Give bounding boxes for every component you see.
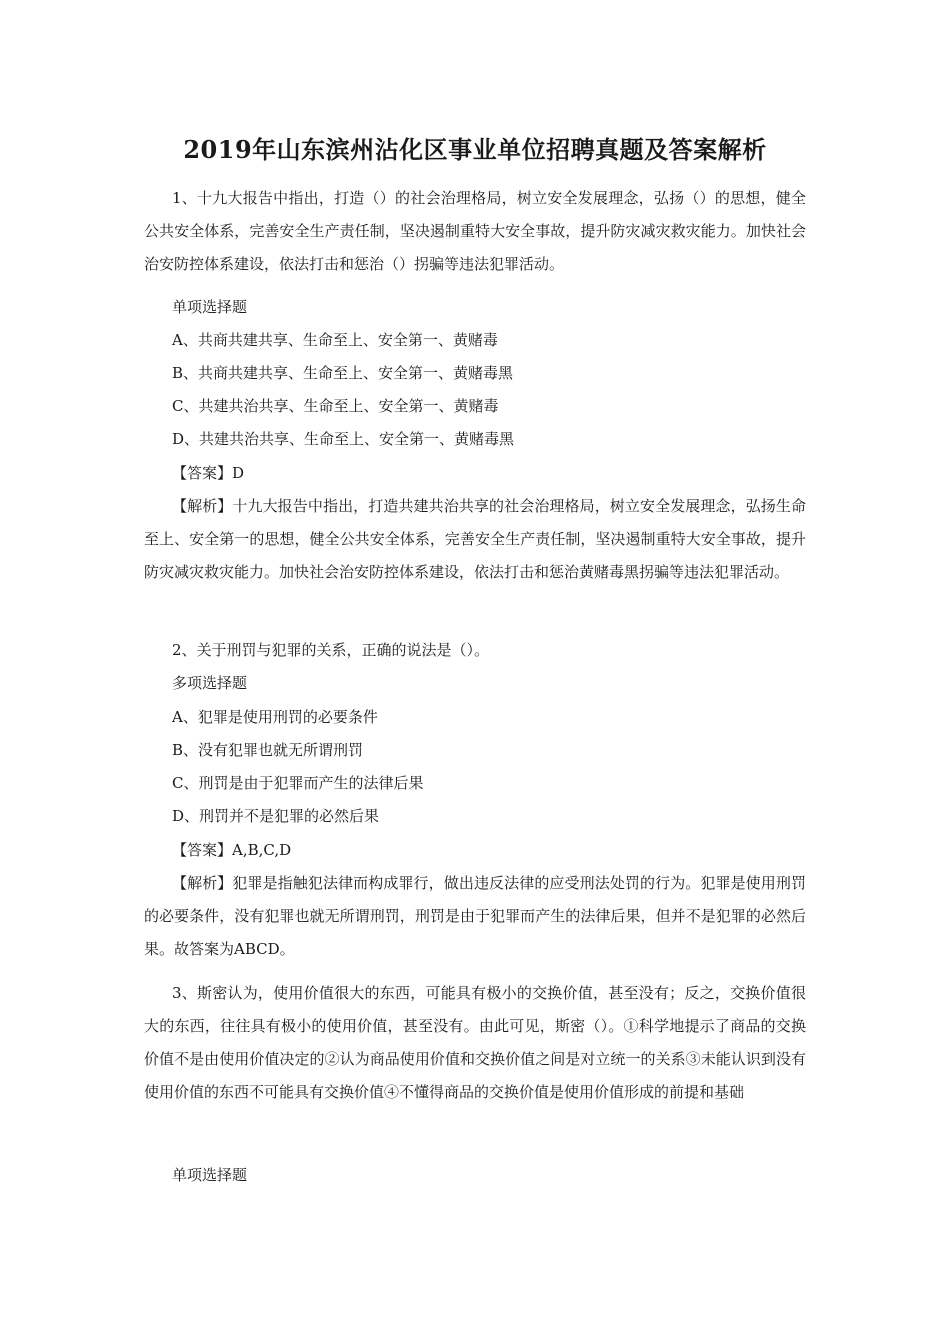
page-title: 2019年山东滨州沾化区事业单位招聘真题及答案解析 xyxy=(183,135,767,164)
question-1-option-b: B、共商共建共享、生命至上、安全第一、黄赌毒黑 xyxy=(172,364,514,382)
question-2-option-a: A、犯罪是使用刑罚的必要条件 xyxy=(172,708,378,726)
question-2-type: 多项选择题 xyxy=(172,674,248,692)
question-2-stem: 2、关于刑罚与犯罪的关系，正确的说法是（）。 xyxy=(172,641,490,659)
question-3-type: 单项选择题 xyxy=(172,1166,248,1184)
question-1-analysis xyxy=(144,490,806,589)
question-3-stem: 3、斯密认为，使用价值很大的东西，可能具有极小的交换价值，甚至没有；反之，交换价值很大的东西，往往具有极小的使用价值，甚至没有。由此可见，斯密（）。①科学地提示了商品的交换价值不是由使用价值决定的②认为商品使用价值和交换价值之间是对立统一的关系③未能认识到没有使用价值的东西不可能具有交换价值④不懂得商品的交换价值是使用价值形成的前提和基础 xyxy=(144,984,806,1101)
question-2-answer xyxy=(172,834,806,867)
question-1-stem: 1、十九大报告中指出，打造（）的社会治理格局，树立安全发展理念，弘扬（）的思想，健全公共安全体系，完善安全生产责任制，坚决遏制重特大安全事故，提升防灾减灾救灾能力。加快社会治安防控体系建设，依法打击和惩治（）拐骗等违法犯罪活动。 xyxy=(144,189,806,273)
analysis-text: 十九大报告中指出，打造共建共治共享的社会治理格局，树立安全发展理念，弘扬生命至上、安全第一的思想，健全公共安全体系，完善安全生产责任制，坚决遏制重特大安全事故，提升防灾减灾救灾能力。加快社会治安防控体系建设，依法打击和惩治黄赌毒黑拐骗等违法犯罪活动。 xyxy=(144,497,806,581)
answer-value: D xyxy=(232,464,245,482)
question-1-type: 单项选择题 xyxy=(172,298,248,316)
question-1-option-c: C、共建共治共享、生命至上、安全第一、黄赌毒 xyxy=(172,397,499,415)
answer-value: A,B,C,D xyxy=(232,841,292,859)
analysis-text: 犯罪是指触犯法律而构成罪行，做出违反法律的应受刑法处罚的行为。犯罪是使用刑罚的必要条件，没有犯罪也就无所谓刑罚，刑罚是由于犯罪而产生的法律后果，但并不是犯罪的必然后果。故答案为ABCD。 xyxy=(144,874,806,958)
question-2-option-b: B、没有犯罪也就无所谓刑罚 xyxy=(172,741,364,759)
analysis-label: 【解析】 xyxy=(172,874,233,892)
answer-label: 【答案】 xyxy=(172,841,233,859)
question-2-option-c: C、刑罚是由于犯罪而产生的法律后果 xyxy=(172,774,424,792)
question-1-option-a: A、共商共建共享、生命至上、安全第一、黄赌毒 xyxy=(172,331,498,349)
question-2-analysis xyxy=(144,867,806,966)
question-2-option-d: D、刑罚并不是犯罪的必然后果 xyxy=(172,807,380,825)
analysis-label: 【解析】 xyxy=(172,497,233,515)
answer-label: 【答案】 xyxy=(172,464,233,482)
question-1-option-d: D、共建共治共享、生命至上、安全第一、黄赌毒黑 xyxy=(172,430,515,448)
question-1-answer xyxy=(172,457,806,490)
